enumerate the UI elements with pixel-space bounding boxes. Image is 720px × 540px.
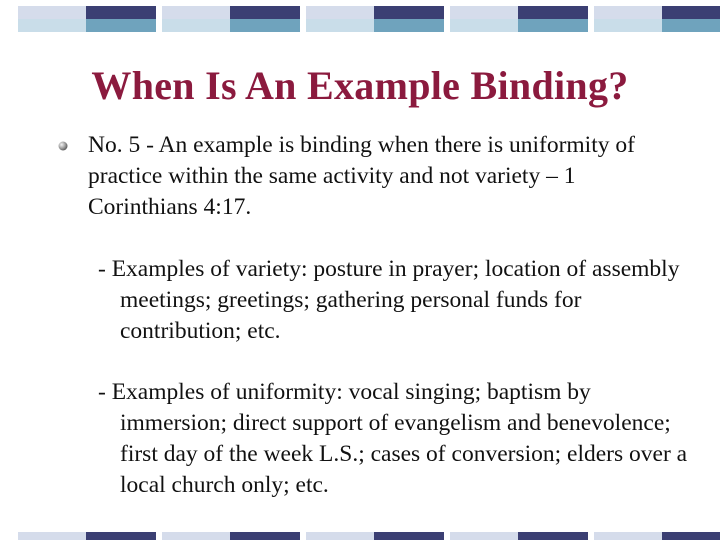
bar-segment-dark [86, 532, 156, 540]
bar-segment-dark [518, 6, 588, 32]
bar-segment-light [306, 532, 374, 540]
variety-examples-text: - Examples of variety: posture in prayer; location of assembly meetings; greetings; gathering personal funds for contribution; etc. [98, 256, 680, 344]
bar-segment-light [450, 6, 518, 32]
slide-title: When Is An Example Binding? [91, 63, 629, 108]
main-point-text: No. 5 - An example is binding when there is uniformity of practice within the same activity and not variety – 1 Corinthians 4:17. [88, 132, 635, 220]
bar-segment-dark [662, 6, 720, 32]
bar-segment-light [594, 532, 662, 540]
bar-segment-dark [374, 532, 444, 540]
top-decorative-bar [0, 6, 720, 32]
bar-segment-light [306, 6, 374, 32]
bar-segment-dark [374, 6, 444, 32]
bar-segment-dark [518, 532, 588, 540]
bar-segment-dark [662, 532, 720, 540]
bottom-decorative-bar [0, 532, 720, 540]
bar-segment-light [450, 532, 518, 540]
bar-segment-dark [230, 6, 300, 32]
bar-segment-light [18, 532, 86, 540]
bullet-icon [58, 141, 68, 151]
bar-segment-light [18, 6, 86, 32]
uniformity-examples-text: - Examples of uniformity: vocal singing; baptism by immersion; direct support of evangelism and benevolence; first day of the week L.S.; cases of conversion; elders over a local church only; etc. [98, 379, 688, 498]
bar-segment-light [594, 6, 662, 32]
bar-segment-light [162, 532, 230, 540]
bar-segment-dark [230, 532, 300, 540]
bar-segment-dark [86, 6, 156, 32]
bar-segment-light [162, 6, 230, 32]
